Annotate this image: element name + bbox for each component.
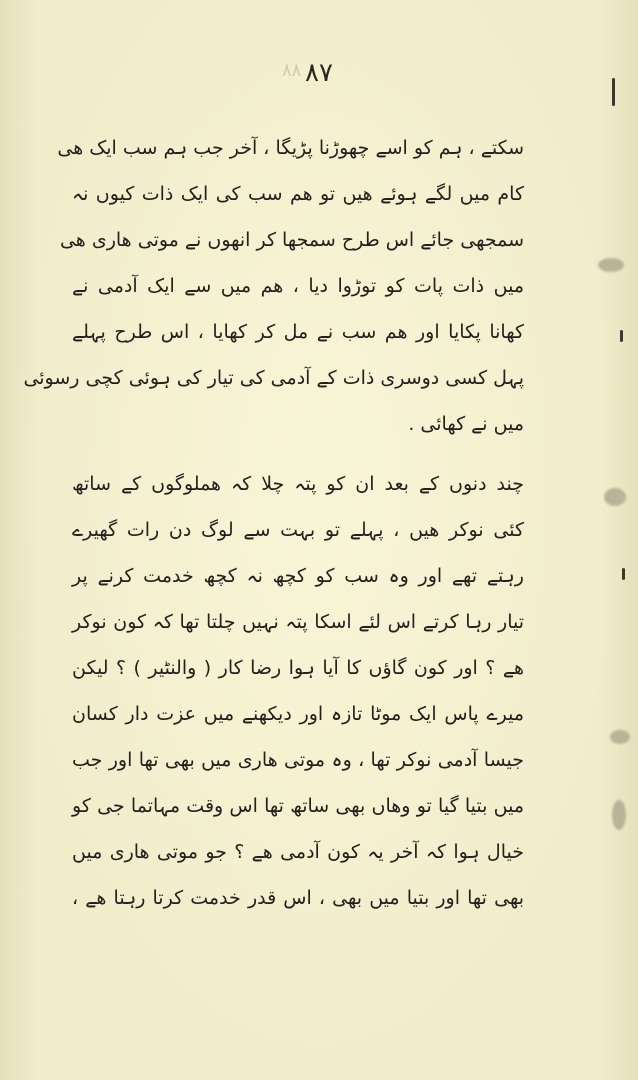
edge-tear xyxy=(604,488,626,506)
page-number-bleedthrough: ۸۸ xyxy=(282,60,302,81)
text-line: ھے ؟ اور کون گاؤں کا آیا ہوا رضا کار ( والنٹیر ) ؟ لیکن xyxy=(72,657,524,679)
text-line: میں بتیا گیا تو وھاں بھی ساتھ تھا اس وقت مہاتما جی کو xyxy=(72,795,524,817)
text-line: تیار رہا کرتے اس لئے اسکا پتہ نہیں چلتا تھا کہ کون نوکر xyxy=(72,611,524,633)
edge-tear xyxy=(598,258,624,272)
paragraph-1 xyxy=(23,125,524,447)
text-line: کام میں لگے ہوئے ھیں تو ھم سب کی ایک ذات کیوں نہ xyxy=(72,183,524,205)
text-line: سمجھی جائے اس طرح سمجھا کر انھوں نے موتی ھاری ھی xyxy=(59,229,524,251)
text-line: کئی نوکر ھیں ، پہلے تو بہت سے لوگ دن رات گھیرے xyxy=(72,519,524,541)
text-line: میں ذات پات کو توڑوا دیا ، ھم میں سے ایک آدمی نے xyxy=(72,275,524,297)
edge-ink-mark xyxy=(612,78,615,106)
text-line: سکتے ، ہم کو اسے چھوڑنا پڑیگا ، آخر جب ہم سب ایک ھی xyxy=(57,137,524,159)
text-line: رہتے تھے اور وہ سب کو کچھ نہ کچھ خدمت کرنے پر xyxy=(72,565,524,587)
text-line: میرے پاس ایک موٹا تازہ اور دیکھنے میں عزت دار کسان xyxy=(72,703,524,725)
text-line: کھانا پکایا اور ھم سب نے مل کر کھایا ، اس طرح پہلے xyxy=(72,321,524,343)
edge-tear xyxy=(610,730,630,744)
paragraph-2 xyxy=(72,461,524,921)
edge-tear xyxy=(612,800,626,830)
edge-ink-mark xyxy=(622,568,625,580)
text-line: چند دنوں کے بعد ان کو پتہ چلا کہ ھملوگوں کے ساتھ xyxy=(72,473,524,495)
text-line: خیال ہوا کہ آخر یہ کون آدمی ھے ؟ جو موتی ھاری میں xyxy=(72,841,524,863)
page-number: ۸۷ xyxy=(305,58,333,88)
text-line: جیسا آدمی نوکر تھا ، وہ موتی ھاری میں بھی تھا اور جب xyxy=(72,749,524,771)
text-line: بھی تھا اور بتیا میں بھی ، اس قدر خدمت کرتا رہتا ھے ، xyxy=(72,887,524,909)
text-line: میں نے کھائی . xyxy=(408,413,524,435)
edge-ink-mark xyxy=(620,330,623,342)
text-line: پہل کسی دوسری ذات کے آدمی کی تیار کی ہوئی کچی رسوئی xyxy=(23,367,524,389)
